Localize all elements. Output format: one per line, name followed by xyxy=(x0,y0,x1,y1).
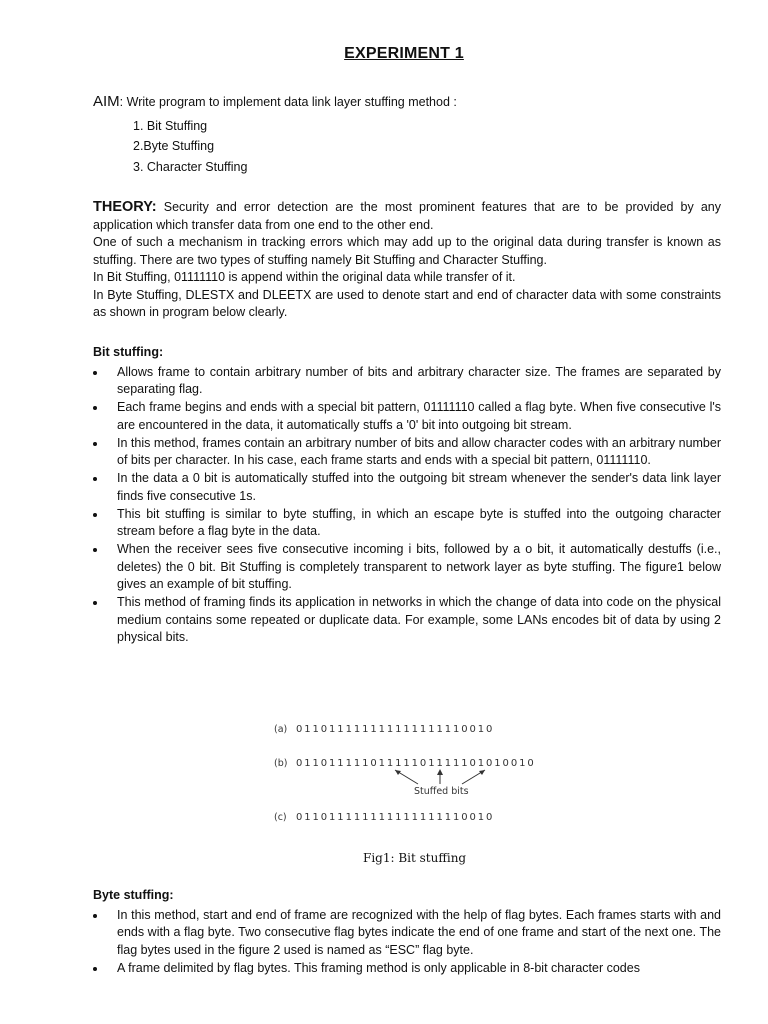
theory-paragraph: In Byte Stuffing, DLESTX and DLEETX are used to denote start and end of character data with some constraints as shown in program below clearly. xyxy=(93,287,721,319)
aim-statement xyxy=(93,93,733,112)
figure-line-b-label: (b) xyxy=(274,758,288,769)
theory-text: Security and error detection are the most prominent features that are to be provided by any application which transfer data from one end to the other end. xyxy=(93,200,721,232)
aim-text: : Write program to implement data link layer stuffing method : xyxy=(119,95,457,109)
aim-section xyxy=(93,93,733,177)
list-item: In this method, frames contain an arbitrary number of bits and allow character codes with an arbitrary number of bits per character. In his case, each frame starts and ends with a special bit pattern, 01111110. xyxy=(93,435,721,470)
figure-caption: Fig1: Bit stuffing xyxy=(363,851,467,865)
figure-line-a-bits: 011011111111111111110010 xyxy=(296,724,495,735)
list-item: This bit stuffing is similar to byte stuffing, in which an escape byte is stuffed into the outgoing character stream before a flag byte in the data. xyxy=(93,506,721,541)
page-title: EXPERIMENT 1 xyxy=(344,45,464,62)
figure-line-c-label: (c) xyxy=(274,812,287,823)
bit-stuffing-section xyxy=(93,344,721,647)
list-item: In the data a 0 bit is automatically stuffed into the outgoing bit stream whenever the sender's data link layer finds five consecutive 1s. xyxy=(93,470,721,505)
stuffed-bits-label: Stuffed bits xyxy=(414,786,469,797)
figure-line-b-bits: 01101111101111101111101010010 xyxy=(296,758,536,769)
list-item: When the receiver sees five consecutive incoming i bits, followed by a o bit, it automatically destuffs (i.e., deletes) the 0 bit. Bit Stuffing is completely transparent to network layer as byte stuffing. The figure1 below gives an example of bit stuffing. xyxy=(93,541,721,594)
byte-stuffing-heading: Byte stuffing: xyxy=(93,888,174,902)
theory-paragraph xyxy=(93,199,721,234)
bit-stuffing-diagram xyxy=(268,718,568,868)
aim-item-byte-stuffing: 2.Byte Stuffing xyxy=(133,139,215,153)
arrow-head xyxy=(479,770,485,775)
bit-stuffing-figure xyxy=(268,718,568,868)
figure-line-a-label: (a) xyxy=(274,724,288,735)
list-item: Each frame begins and ends with a special bit pattern, 01111110 called a flag byte. When five consecutive l's are encountered in the data, it automatically stuffs a '0' bit into outgoing bit stream. xyxy=(93,399,721,434)
list-item: In this method, start and end of frame are recognized with the help of flag bytes. Each frames starts with and ends with a flag byte. Two consecutive flag bytes indicate the end of one frame and start of the next one. The flag bytes used in the figure 2 used is named as “ESC” flag byte. xyxy=(93,907,721,960)
byte-stuffing-list xyxy=(93,907,721,978)
theory-label: THEORY: xyxy=(93,199,157,215)
aim-list xyxy=(93,116,733,178)
bit-stuffing-list xyxy=(93,364,721,647)
aim-label: AIM xyxy=(93,93,120,110)
theory-paragraph: One of such a mechanism in tracking errors which may add up to the original data during transfer is known as stuffing. There are two types of stuffing namely Bit Stuffing and Character Stuffing. xyxy=(93,235,721,267)
aim-item-character-stuffing: 3. Character Stuffing xyxy=(133,159,248,174)
aim-item-bit-stuffing: 1. Bit Stuffing xyxy=(133,118,208,133)
figure-line-c-bits: 011011111111111111110010 xyxy=(296,812,495,823)
list-item: This method of framing finds its application in networks in which the change of data into code on the physical medium contains some repeated or duplicate data. For example, some LANs encodes bit of data by using 2 physical bits. xyxy=(93,594,721,647)
arrow-head xyxy=(437,769,443,775)
bit-stuffing-heading: Bit stuffing: xyxy=(93,345,164,359)
byte-stuffing-section xyxy=(93,887,721,978)
theory-section xyxy=(93,199,721,322)
arrow-head xyxy=(395,770,401,775)
list-item: A frame delimited by flag bytes. This framing method is only applicable in 8-bit character codes xyxy=(93,960,721,978)
arrow-heads xyxy=(395,769,485,775)
theory-paragraph: In Bit Stuffing, 01111110 is append within the original data while transfer of it. xyxy=(93,270,516,284)
list-item: Allows frame to contain arbitrary number of bits and arbitrary character size. The frames are separated by separating flag. xyxy=(93,364,721,399)
